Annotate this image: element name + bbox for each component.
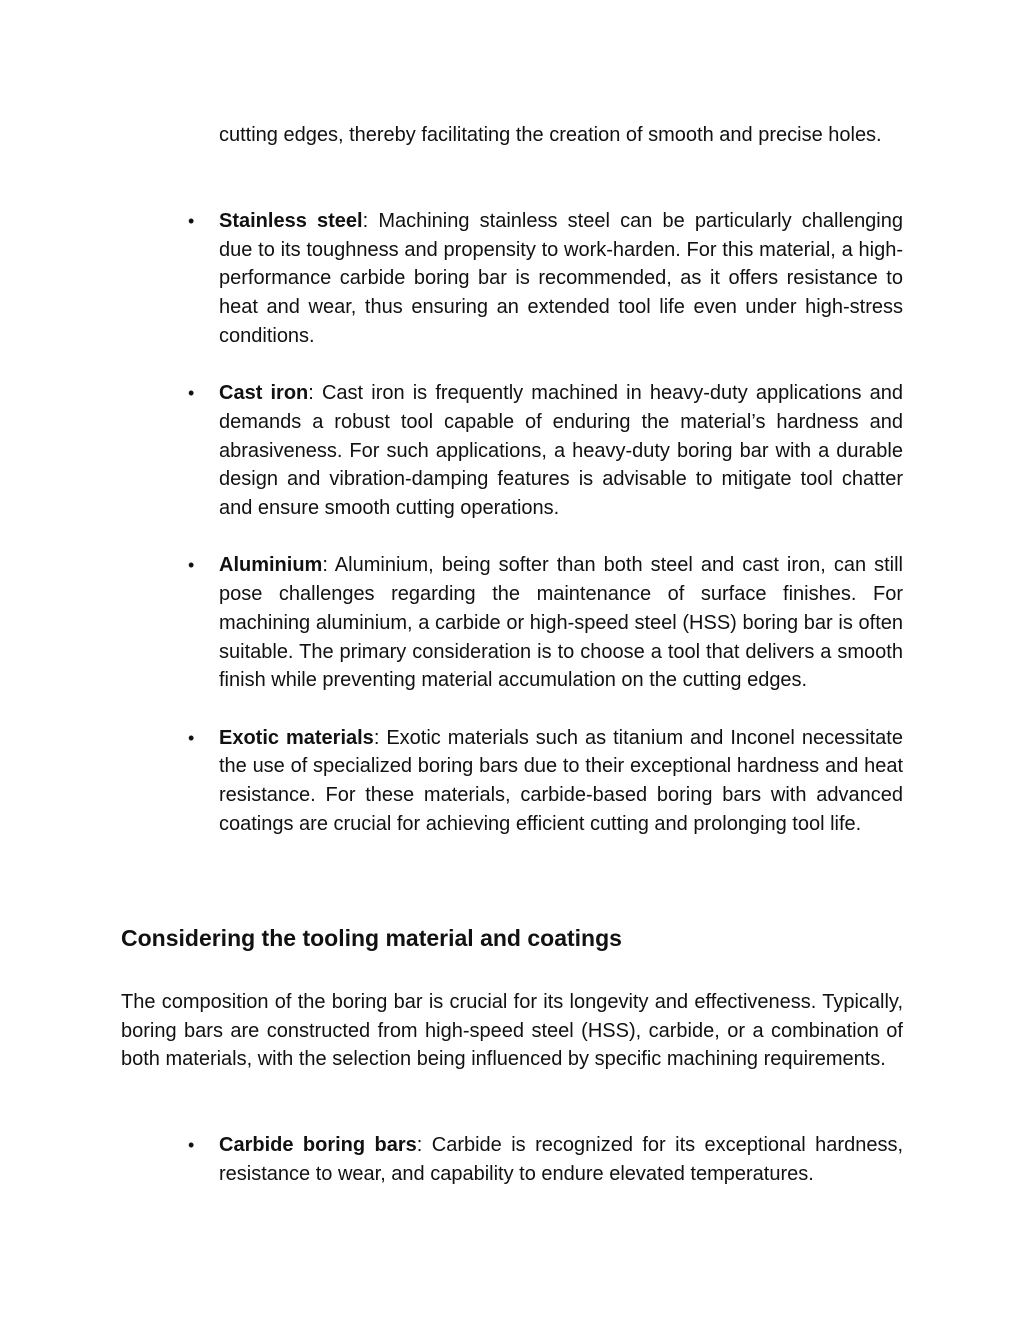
list-item-text: : Carbide is recognized for its exceptional hardness, resistance to wear, and capability to endure elevated temperatures. bbox=[219, 1134, 904, 1185]
section-paragraph: The composition of the boring bar is crucial for its longevity and effectiveness. Typically, boring bars are constructed from high-speed steel (HSS), carbide, or a combination of both materials, with the selection being influenced by specific machining requirements. bbox=[121, 991, 903, 1071]
bullet-icon: • bbox=[188, 555, 195, 576]
materials-list bbox=[188, 207, 903, 867]
list-item-term: Exotic materials bbox=[219, 726, 374, 749]
list-item-term: Aluminium bbox=[219, 554, 323, 577]
section-heading: Considering the tooling material and coatings bbox=[121, 925, 622, 951]
bullet-icon: • bbox=[188, 1135, 195, 1155]
list-item-text: : Exotic materials such as titanium and Inconel necessitate the use of specialized boring bars due to their exceptional hardness and heat resistance. For these materials, carbide-based boring bars with advanced coatings are crucial for achieving efficient cutting and prolonging tool life. bbox=[219, 726, 903, 835]
bullet-icon: • bbox=[188, 383, 195, 404]
list-item bbox=[188, 551, 903, 695]
continuation-paragraph: cutting edges, thereby facilitating the creation of smooth and precise holes. bbox=[219, 124, 882, 146]
list-item-text: : Machining stainless steel can be particularly challenging due to its toughness and propensity to work-harden. For this material, a high-performance carbide boring bar is recommended, as it offers resistance to heat and wear, thus ensuring an extended tool life even under high-stress conditions. bbox=[219, 210, 903, 347]
tooling-list bbox=[188, 1131, 904, 1188]
list-item-term: Carbide boring bars bbox=[219, 1134, 417, 1156]
list-item bbox=[188, 207, 903, 351]
list-item-term: Stainless steel bbox=[219, 210, 363, 232]
list-item-text: : Cast iron is frequently machined in heavy-duty applications and demands a robust tool capable of enduring the material’s hardness and abrasiveness. For such applications, a heavy-duty boring bar with a durable design and vibration-damping features is advisable to mitigate tool chatter and ensure smooth cutting operations. bbox=[219, 382, 903, 520]
list-item-term: Cast iron bbox=[219, 382, 309, 405]
list-item bbox=[188, 1131, 904, 1188]
bullet-icon: • bbox=[188, 727, 195, 748]
list-item bbox=[188, 379, 903, 523]
list-item bbox=[188, 724, 903, 839]
bullet-icon: • bbox=[188, 211, 195, 231]
list-item-text: : Aluminium, being softer than both steel and cast iron, can still pose challenges regarding the maintenance of surface finishes. For machining aluminium, a carbide or high-speed steel (HSS) boring bar is often suitable. The primary consideration is to choose a tool that delivers a smooth finish while preventing material accumulation on the cutting edges. bbox=[219, 554, 903, 692]
